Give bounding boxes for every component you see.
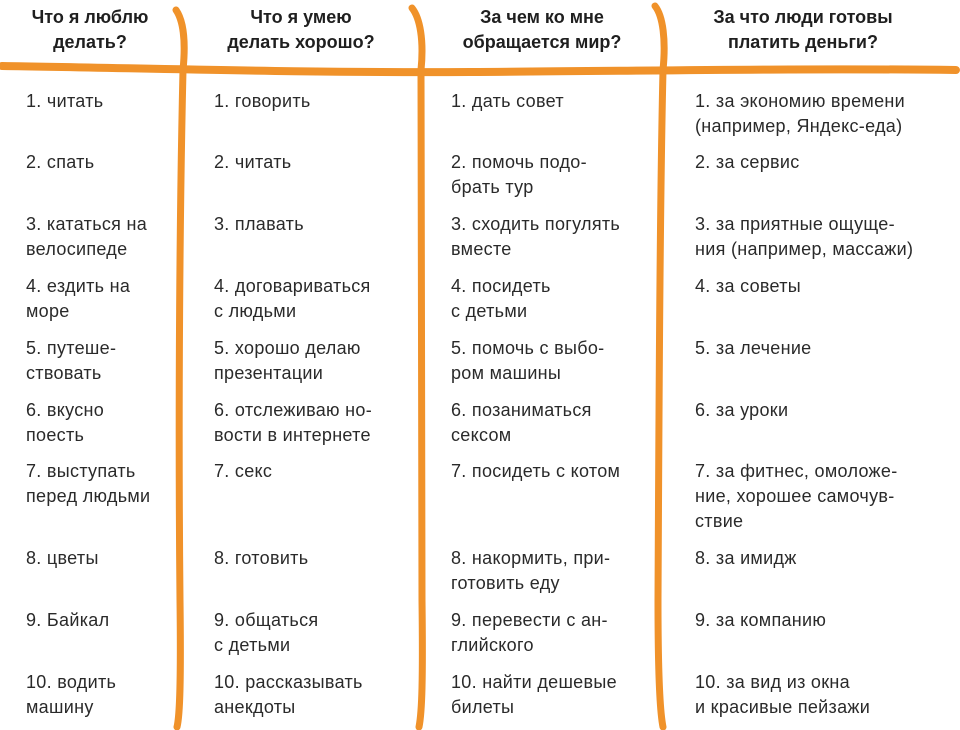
list-item: 9. перевести с ан- глийского — [451, 610, 608, 655]
list-item: 10. рассказывать анекдоты — [214, 672, 363, 717]
header-divider-line — [2, 66, 956, 72]
list-item: 10. водить машину — [26, 672, 117, 717]
column-divider-1 — [176, 10, 184, 727]
header-paid-for: За что люди готовы платить деньги? — [713, 7, 893, 52]
list-item: 2. помочь подо- брать тур — [451, 152, 587, 197]
list-item: 10. за вид из окна и красивые пейзажи — [695, 672, 871, 717]
list-item: 6. за уроки — [695, 400, 789, 420]
column-divider-3 — [655, 6, 664, 727]
list-item: 6. вкусно поесть — [26, 400, 105, 445]
column-divider-2 — [412, 8, 422, 727]
list-item: 7. посидеть с котом — [451, 461, 621, 481]
list-item: 6. позаниматься сексом — [451, 400, 592, 445]
list-item: 8. накормить, при- готовить еду — [451, 548, 611, 593]
list-item: 1. за экономию времени (например, Яндекс-еда) — [695, 91, 905, 136]
list-item: 9. Байкал — [26, 610, 110, 630]
list-item: 7. за фитнес, омоложе- ние, хорошее самочув- ствие — [695, 461, 898, 531]
list-item: 8. готовить — [214, 548, 309, 568]
list-item: 4. за советы — [695, 276, 802, 296]
list-item: 4. ездить на море — [26, 276, 131, 321]
list-item: 1. дать совет — [451, 91, 564, 111]
list-item: 3. плавать — [214, 214, 304, 234]
list-item: 4. договариваться с людьми — [214, 276, 371, 321]
list-item: 5. путеше- ствовать — [26, 338, 117, 383]
list-item: 7. выступать перед людьми — [26, 461, 151, 506]
list-item: 6. отслеживаю но- вости в интернете — [214, 400, 372, 445]
list-item: 10. найти дешевые билеты — [451, 672, 617, 717]
header-world-needs: За чем ко мне обращается мир? — [462, 7, 622, 52]
list-item: 2. за сервис — [695, 152, 800, 172]
header-love: Что я люблю делать? — [31, 7, 149, 52]
list-item: 8. за имидж — [695, 548, 797, 568]
list-item: 3. кататься на велосипеде — [26, 214, 148, 259]
list-item: 5. за лечение — [695, 338, 812, 358]
list-item: 9. общаться с детьми — [214, 610, 319, 655]
list-item: 4. посидеть с детьми — [451, 276, 551, 321]
list-item: 8. цветы — [26, 548, 99, 568]
list-item: 7. секс — [214, 461, 273, 481]
list-item: 1. говорить — [214, 91, 311, 111]
header-skills: Что я умею делать хорошо? — [227, 7, 375, 52]
list-item: 2. спать — [26, 152, 95, 172]
list-item: 1. читать — [26, 91, 104, 111]
list-item: 9. за компанию — [695, 610, 827, 630]
list-item: 5. хорошо делаю презентации — [214, 338, 361, 383]
list-item: 3. за приятные ощуще- ния (например, массажи) — [695, 214, 914, 259]
list-item: 3. сходить погулять вместе — [451, 214, 621, 259]
list-item: 2. читать — [214, 152, 292, 172]
list-item: 5. помочь с выбо- ром машины — [451, 338, 605, 383]
